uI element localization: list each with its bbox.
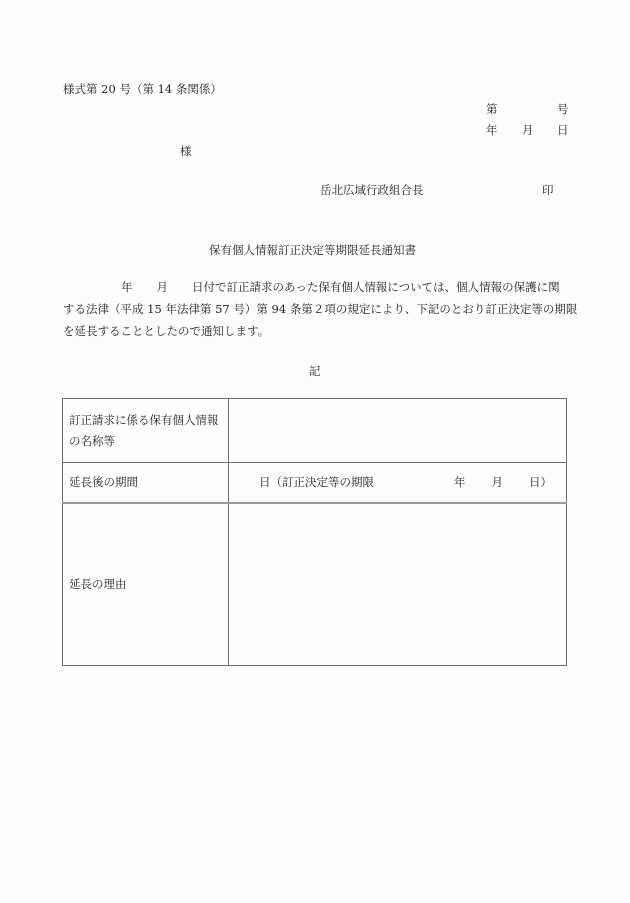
seal-mark: 印 (542, 183, 554, 197)
table-label-extended-period: 延長後の期間 (63, 463, 229, 504)
table-row-reason (63, 503, 567, 666)
period-year: 年 (454, 475, 466, 489)
table-row-extended-period (63, 463, 567, 504)
period-day-text: 日（訂正決定等の期限 (259, 475, 374, 489)
body-month: 月 (156, 280, 168, 294)
date-month-label: 月 (522, 123, 534, 137)
body-line-1 (63, 276, 573, 298)
document-number-suffix: 号 (557, 102, 569, 116)
body-line-3: を延長することとしたので通知します。 (63, 324, 270, 338)
date-day-label: 日 (557, 123, 569, 137)
details-table (62, 398, 567, 666)
body-line-2: する法律（平成 15 年法律第 57 号）第 94 条第２項の規定により、下記のとおり訂正決定等の期限 (63, 302, 578, 316)
document-number-prefix: 第 (486, 102, 498, 116)
body-line-1-text: 日付で訂正請求のあった保有個人情報については、個人情報の保護に関 (192, 280, 560, 294)
form-number: 様式第 20 号（第 14 条関係） (63, 82, 222, 96)
body-paragraph (63, 276, 578, 342)
table-label-info-name (63, 399, 229, 463)
period-month: 月 (491, 475, 503, 489)
table-value-reason[interactable] (229, 503, 567, 666)
ki-heading: 記 (309, 364, 321, 378)
table-label-reason: 延長の理由 (63, 503, 229, 666)
issuer-name: 岳北広域行政組合長 (320, 183, 424, 197)
label-line: 訂正請求に係る保有個人情報 (69, 412, 219, 427)
table-value-extended-period[interactable] (229, 463, 567, 504)
period-day-close: 日） (529, 475, 552, 489)
document-title: 保有個人情報訂正決定等期限延長通知書 (209, 243, 416, 257)
table-row-info-name (63, 399, 567, 463)
date-year-label: 年 (486, 123, 498, 137)
body-year: 年 (121, 280, 133, 294)
addressee-honorific: 様 (180, 144, 192, 158)
table-value-info-name[interactable] (229, 399, 567, 463)
label-line: の名称等 (69, 433, 115, 448)
